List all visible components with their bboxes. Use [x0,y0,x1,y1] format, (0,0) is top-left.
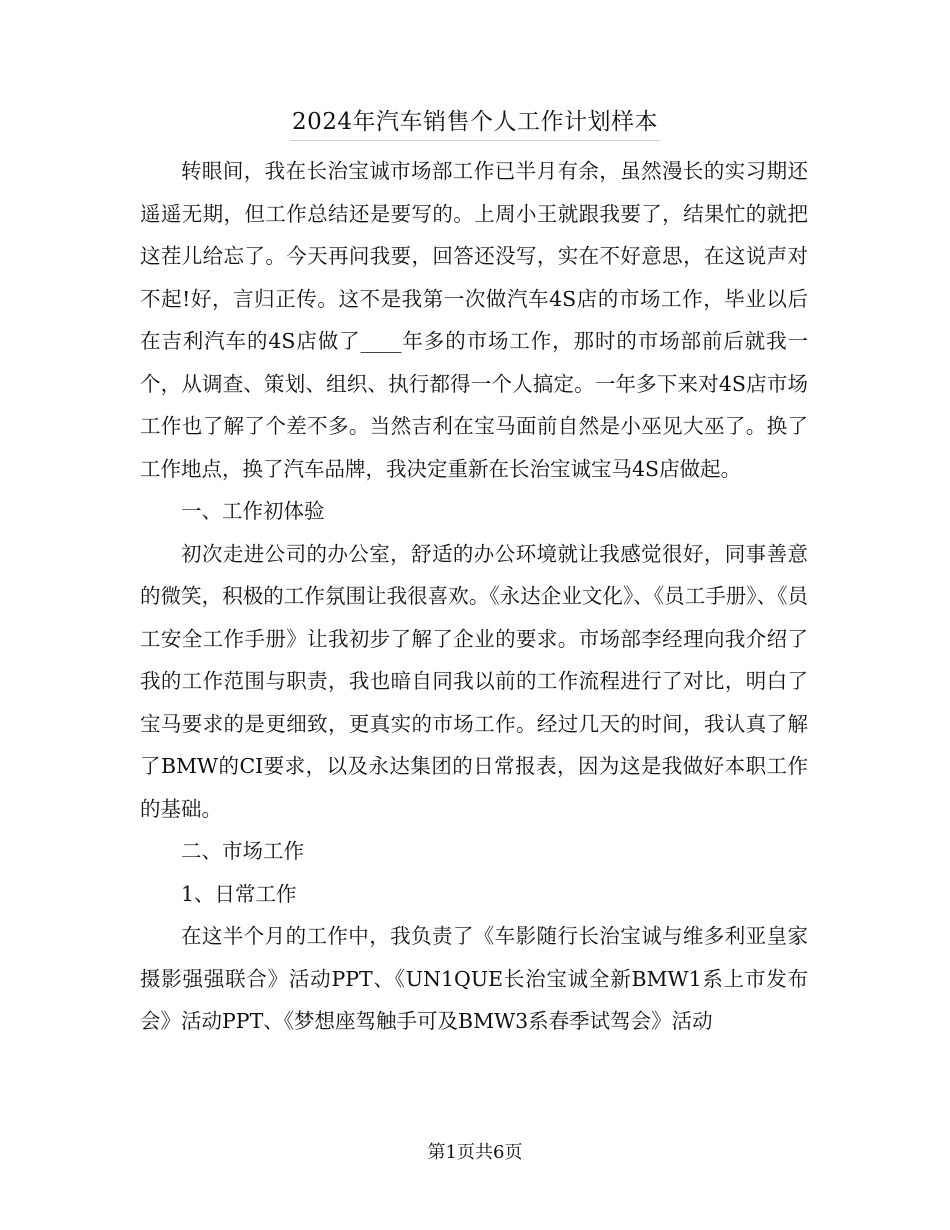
section-heading-first-experience: 一、工作初体验 [181,499,325,523]
section-heading-market-work: 二、市场工作 [181,839,304,863]
title-container [0,104,950,141]
document-title: 2024年汽车销售个人工作计划样本 [290,104,660,141]
paragraph-intro: 转眼间，我在长治宝诚市场部工作已半月有余，虽然漫长的实习期还遥遥无期，但工作总结还是要写的。上周小王就跟我要了，结果忙的就把这茬儿给忘了。今天再问我要，回答还没写，实在不好意思，在这说声对不起!好，言归正传。这不是我第一次做汽车4S店的市场工作，毕业以后在吉利汽车的4S店做了____年多的市场工作，那时的市场部前后就我一个，从调查、策划、组织、执行都得一个人搞定。一年多下来对4S店市场工作也了解了个差不多。当然吉利在宝马面前自然是小巫见大巫了。换了工作地点，换了汽车品牌，我决定重新在长治宝诚宝马4S店做起。 [140,159,808,481]
page-number-footer: 第1页共6页 [427,1142,523,1163]
document-body [140,150,808,1043]
paragraph-daily-work: 在这半个月的工作中，我负责了《车影随行长治宝诚与维多利亚皇家摄影强强联合》活动PPT、《UN1QUE长治宝诚全新BMW1系上市发布会》活动PPT、《梦想座驾触手可及BMW3系春季试驾会》活动 [140,924,808,1033]
paragraph-first-experience: 初次走进公司的办公室，舒适的办公环境就让我感觉很好，同事善意的微笑，积极的工作氛围让我很喜欢。《永达企业文化》、《员工手册》、《员工安全工作手册》让我初步了解了企业的要求。市场部李经理向我介绍了我的工作范围与职责，我也暗自同我以前的工作流程进行了对比，明白了宝马要求的是更细致，更真实的市场工作。经过几天的时间，我认真了解了BMW的CI要求，以及永达集团的日常报表，因为这是我做好本职工作的基础。 [140,541,808,821]
subheading-daily-work: 1、日常工作 [181,881,297,906]
